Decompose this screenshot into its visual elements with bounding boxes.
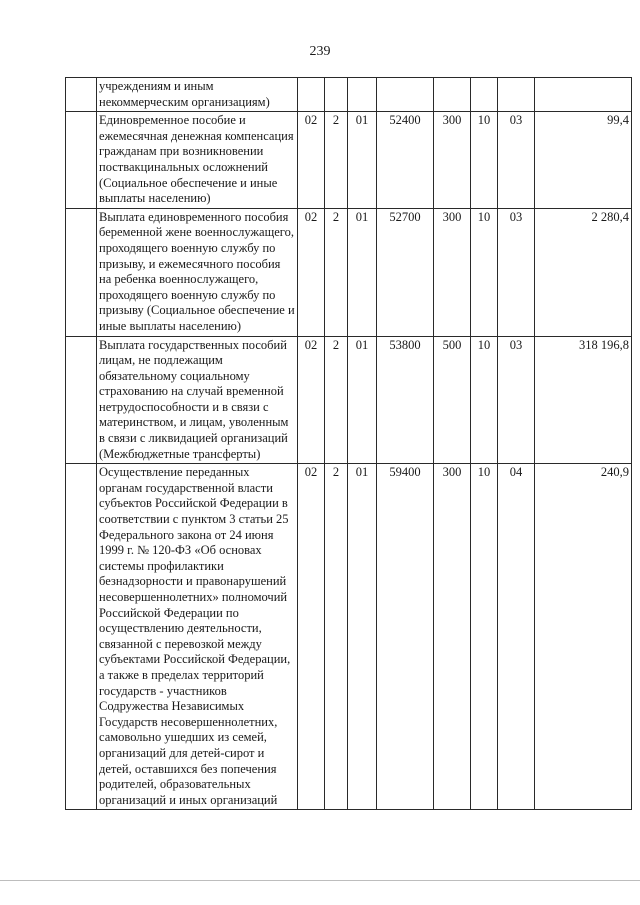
code-cell: 03 [498,336,535,464]
sum-cell [535,78,632,112]
code-cell: 53800 [377,336,434,464]
code-cell: 59400 [377,464,434,810]
page-number: 239 [309,44,331,59]
budget-table [65,77,632,810]
code-cell: 02 [298,208,325,336]
code-cell: 02 [298,464,325,810]
sum-cell: 2 280,4 [535,208,632,336]
code-cell: 2 [325,464,348,810]
row-number-cell [66,112,97,209]
code-cell: 2 [325,336,348,464]
code-cell: 03 [498,112,535,209]
table-row [66,112,632,209]
code-cell [471,78,498,112]
expense-name-cell: Выплата государственных пособий лицам, не подлежащим обязательному социальному страхованию на случай временной нетрудоспособности и в связи с материнством, и лицам, уволенным в связи с ликвидацией организаций (Межбюджетные трансферты) [97,336,298,464]
code-cell: 2 [325,112,348,209]
table-row [66,464,632,810]
table-row [66,78,632,112]
expense-name-cell: Выплата единовременного пособия беременной жене военнослужащего, проходящего военную службу по призыву, и ежемесячного пособия на ребенка военнослужащего, проходящего военную службу по призыву (Социальное обеспечение и иные выплаты населению) [97,208,298,336]
code-cell [498,78,535,112]
code-cell: 300 [434,208,471,336]
code-cell: 52700 [377,208,434,336]
code-cell: 10 [471,112,498,209]
expense-name-cell: учреждениям и иным некоммерческим организациям) [97,78,298,112]
code-cell: 01 [348,208,377,336]
row-number-cell [66,78,97,112]
code-cell [377,78,434,112]
code-cell: 02 [298,336,325,464]
sum-cell: 318 196,8 [535,336,632,464]
row-number-cell [66,464,97,810]
code-cell: 2 [325,208,348,336]
code-cell: 10 [471,336,498,464]
code-cell [434,78,471,112]
row-number-cell [66,336,97,464]
code-cell: 300 [434,112,471,209]
code-cell [348,78,377,112]
expense-name-cell: Единовременное пособие и ежемесячная денежная компенсация гражданам при возникновении поствакцинальных осложнений (Социальное обеспечение и иные выплаты населению) [97,112,298,209]
code-cell: 01 [348,336,377,464]
code-cell: 01 [348,464,377,810]
code-cell [298,78,325,112]
table-row [66,208,632,336]
code-cell [325,78,348,112]
sum-cell: 99,4 [535,112,632,209]
code-cell: 03 [498,208,535,336]
row-number-cell [66,208,97,336]
code-cell: 10 [471,464,498,810]
code-cell: 500 [434,336,471,464]
page-bottom-rule [0,880,640,881]
code-cell: 10 [471,208,498,336]
code-cell: 52400 [377,112,434,209]
table-row [66,336,632,464]
code-cell: 04 [498,464,535,810]
code-cell: 02 [298,112,325,209]
code-cell: 300 [434,464,471,810]
expense-name-cell: Осуществление переданных органам государственной власти субъектов Российской Федерации в соответствии с пунктом 3 статьи 25 Федерального закона от 24 июня 1999 г. № 120-ФЗ «Об основах системы профилактики безнадзорности и правонарушений несовершеннолетних» полномочий Российской Федерации по осуществлению деятельности, связанной с перевозкой между субъектами Российской Федерации, а также в пределах территорий государств - участников Содружества Независимых Государств несовершеннолетних, самовольно ушедших из семей, организаций для детей-сирот и детей, оставшихся без попечения родителей, образовательных организаций и иных организаций [97,464,298,810]
code-cell: 01 [348,112,377,209]
sum-cell: 240,9 [535,464,632,810]
